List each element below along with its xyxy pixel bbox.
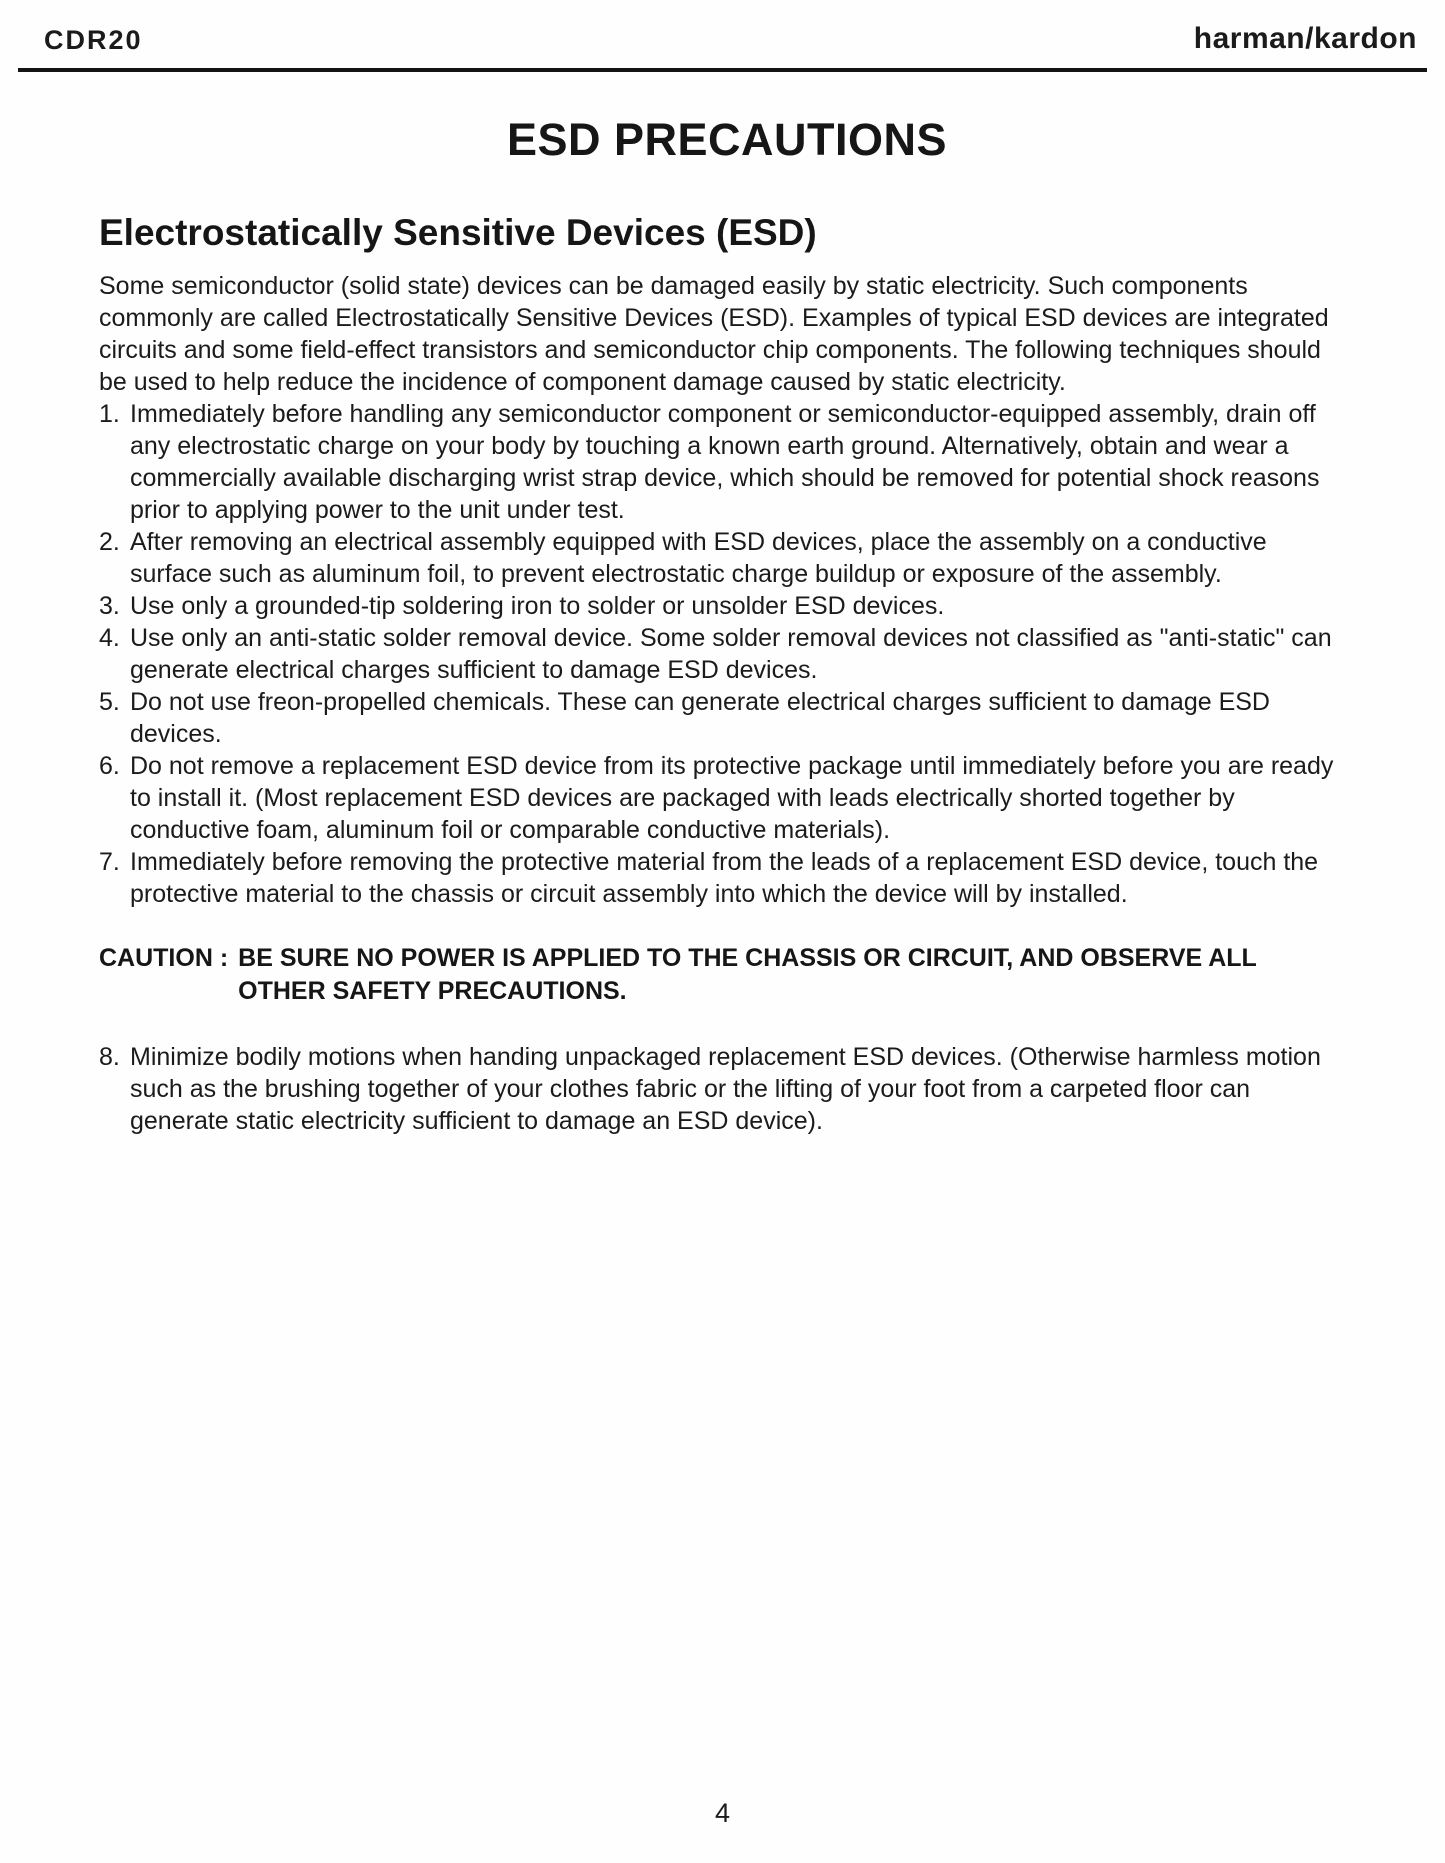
item-number: 7. [99, 848, 120, 876]
caution-label: CAUTION : [99, 944, 229, 972]
list-item [99, 846, 1355, 910]
list-item [99, 526, 1355, 590]
item-text: Immediately before handling any semiconductor component or semiconductor-equipped assembly, drain off any electrostatic charge on your body by touching a known earth ground. Alternatively, obtain and wear a commercially available discharging wrist strap device, which should be removed for potential shock reasons prior to applying power to the unit under test. [130, 400, 1320, 524]
item-number: 3. [99, 592, 120, 620]
item-text: After removing an electrical assembly equipped with ESD devices, place the assembly on a conductive surface such as aluminum foil, to prevent electrostatic charge buildup or exposure of the assembly. [130, 528, 1267, 588]
header-rule [18, 68, 1427, 72]
caution-note [99, 942, 1355, 1008]
item-number: 5. [99, 688, 120, 716]
list-item [99, 686, 1355, 750]
esd-steps-list [99, 398, 1355, 910]
page-title: ESD PRECAUTIONS [506, 114, 948, 165]
section-heading: Electrostatically Sensitive Devices (ESD) [99, 212, 817, 253]
item-number: 4. [99, 624, 120, 652]
caution-text: BE SURE NO POWER IS APPLIED TO THE CHASSIS OR CIRCUIT, AND OBSERVE ALL OTHER SAFETY PRECAUTIONS. [238, 944, 1257, 1005]
item-text: Minimize bodily motions when handing unpackaged replacement ESD devices. (Otherwise harmless motion such as the brushing together of your clothes fabric or the lifting of your foot from a carpeted floor can generate static electricity sufficient to damage an ESD device). [130, 1043, 1321, 1135]
page-footer [0, 1798, 1445, 1829]
brand-logo: harman/kardon [1193, 22, 1417, 55]
item-text: Use only a grounded-tip soldering iron to solder or unsolder ESD devices. [130, 592, 945, 620]
intro-paragraph: Some semiconductor (solid state) devices can be damaged easily by static electricity. Such components commonly are called Electrostatically Sensitive Devices (ESD). Examples of typical ESD devices are integrated circuits and some field-effect transistors and semiconductor chip components. The following techniques should be used to help reduce the incidence of component damage caused by static electricity. [99, 272, 1329, 396]
item-number: 6. [99, 752, 120, 780]
page-content [0, 114, 1445, 1137]
list-item [99, 590, 1355, 622]
esd-steps-list-continued [99, 1041, 1355, 1137]
list-item [99, 398, 1355, 526]
item-text: Do not use freon-propelled chemicals. These can generate electrical charges sufficient to damage ESD devices. [130, 688, 1270, 748]
item-number: 2. [99, 528, 120, 556]
list-item [99, 1041, 1355, 1137]
page-number: 4 [714, 1798, 731, 1828]
page-header [0, 0, 1445, 68]
item-number: 1. [99, 400, 120, 428]
model-label: CDR20 [44, 25, 143, 55]
list-item [99, 622, 1355, 686]
item-text: Do not remove a replacement ESD device from its protective package until immediately before you are ready to install it. (Most replacement ESD devices are packaged with leads electrically shorted together by conductive foam, aluminum foil or comparable conductive materials). [130, 752, 1334, 844]
item-text: Use only an anti-static solder removal device. Some solder removal devices not classified as "anti-static" can generate electrical charges sufficient to damage ESD devices. [130, 624, 1332, 684]
item-text: Immediately before removing the protective material from the leads of a replacement ESD device, touch the protective material to the chassis or circuit assembly into which the device will by installed. [130, 848, 1319, 908]
item-number: 8. [99, 1043, 120, 1071]
list-item [99, 750, 1355, 846]
